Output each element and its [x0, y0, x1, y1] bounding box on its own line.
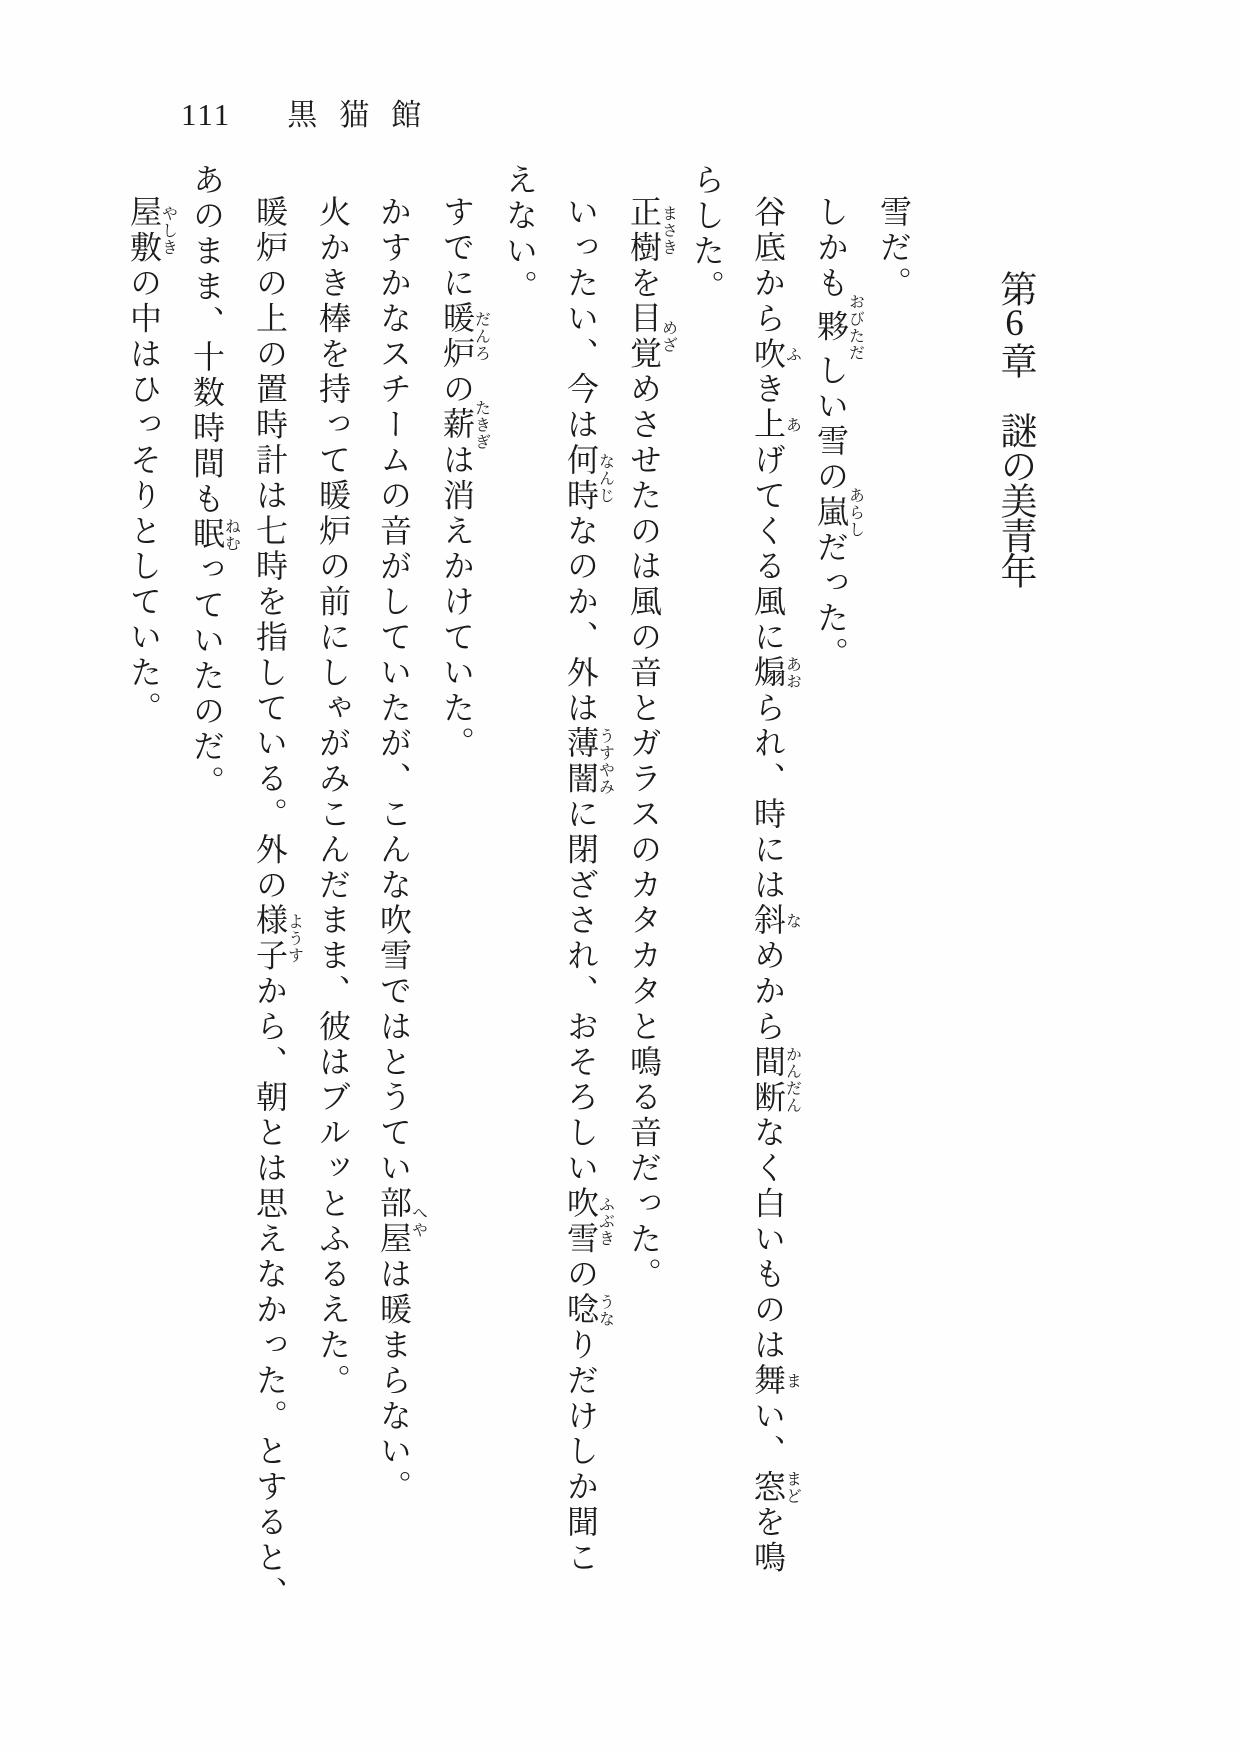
- ruby-word: 薪たきぎ: [439, 399, 490, 451]
- furigana: あらし: [846, 487, 864, 539]
- chapter-title-column: 第6章 謎の美青年: [994, 270, 1035, 588]
- furigana: まさき: [659, 195, 677, 266]
- ruby-word: 目覚めざ: [626, 301, 677, 373]
- ruby-word: 何時なんじ: [563, 442, 614, 514]
- text-column-8: すでに暖炉だんろの薪たきぎは消えかけていた。: [439, 195, 490, 762]
- vertical-text-block: [113, 163, 1045, 1653]
- furigana: たきぎ: [472, 399, 490, 451]
- furigana: めざ: [659, 301, 677, 373]
- furigana: なんじ: [596, 442, 614, 514]
- ruby-word: 嵐あらし: [813, 487, 864, 539]
- running-header: [181, 99, 443, 131]
- text-column-6: いったい、今は何時なんじなのか、外は薄闇うすやみに閉ざされ、おそろしい吹雪ふぶきの唸うなりだけしか聞こ: [563, 195, 614, 1576]
- furigana: ねむ: [222, 517, 240, 553]
- ruby-word: 薄闇うすやみ: [563, 726, 614, 797]
- furigana: おびただ: [846, 293, 864, 362]
- text-column-3: 谷底から吹ふき上あげてくる風に煽あおられ、時には斜なめから間断かんだんなく白いものは舞まい、窓まどを鳴: [750, 195, 801, 1576]
- text-column-10: 火かき棒を持って暖炉の前にしゃがみこんだまま、彼はブルッとふるえた。: [315, 195, 351, 1399]
- furigana: ようす: [285, 903, 303, 974]
- ruby-word: 吹雪ふぶき: [563, 1186, 614, 1258]
- furigana: うな: [596, 1292, 614, 1328]
- page-number: 111: [181, 97, 232, 132]
- furigana: あ: [783, 407, 801, 443]
- text-column-2: しかも夥おびただしい雪の嵐あらしだった。: [813, 195, 864, 672]
- ruby-word: 様子ようす: [252, 903, 303, 974]
- furigana: やしき: [159, 195, 177, 266]
- ruby-word: 眠ねむ: [189, 517, 240, 553]
- furigana: へや: [409, 1186, 427, 1258]
- ruby-word: 吹ふ: [750, 336, 801, 373]
- furigana: ま: [783, 1363, 801, 1399]
- ruby-word: 夥おびただ: [813, 293, 864, 362]
- furigana: ふ: [783, 336, 801, 373]
- text-column-11: 暖炉の上の置時計は七時を指している。外の様子ようすから、朝とは思えなかった。とすると、: [252, 195, 303, 1612]
- upright-digit: 6: [1005, 305, 1024, 343]
- furigana: だんろ: [472, 301, 490, 373]
- ruby-word: 正樹まさき: [626, 195, 677, 266]
- ruby-word: 間断かんだん: [750, 1044, 801, 1116]
- furigana: うすやみ: [596, 726, 614, 797]
- ruby-word: 舞ま: [750, 1363, 801, 1399]
- ruby-word: 窓まど: [750, 1469, 801, 1505]
- furigana: まど: [783, 1469, 801, 1505]
- furigana: な: [783, 903, 801, 939]
- text-column-7: えない。: [502, 163, 538, 305]
- ruby-word: 上あ: [750, 407, 801, 443]
- text-column-12: あのまま、十数時間も眠ねむっていたのだ。: [189, 163, 240, 801]
- furigana: かんだん: [783, 1044, 801, 1116]
- book-title: 黒猫館: [287, 99, 444, 132]
- text-column-13: 屋敷やしきの中はひっそりとしていた。: [126, 195, 177, 727]
- ruby-word: 唸うな: [563, 1292, 614, 1328]
- text-column-1: 雪だ。: [876, 195, 912, 302]
- text-column-9: かすかなスチームの音がしていたが、こんな吹雪ではとうてい部屋へやは暖まらない。: [376, 195, 427, 1505]
- ruby-word: 斜な: [750, 903, 801, 939]
- ruby-word: 暖炉だんろ: [439, 301, 490, 373]
- text-column-5: 正樹まさきを目覚めざめさせたのは風の音とガラスのカタカタと鳴る音だった。: [626, 195, 677, 1293]
- ruby-word: 煽あお: [750, 655, 801, 691]
- text-column-4: らした。: [689, 163, 725, 305]
- ruby-word: 部屋へや: [376, 1186, 427, 1258]
- ruby-word: 屋敷やしき: [126, 195, 177, 266]
- furigana: あお: [783, 655, 801, 691]
- furigana: ふぶき: [596, 1186, 614, 1258]
